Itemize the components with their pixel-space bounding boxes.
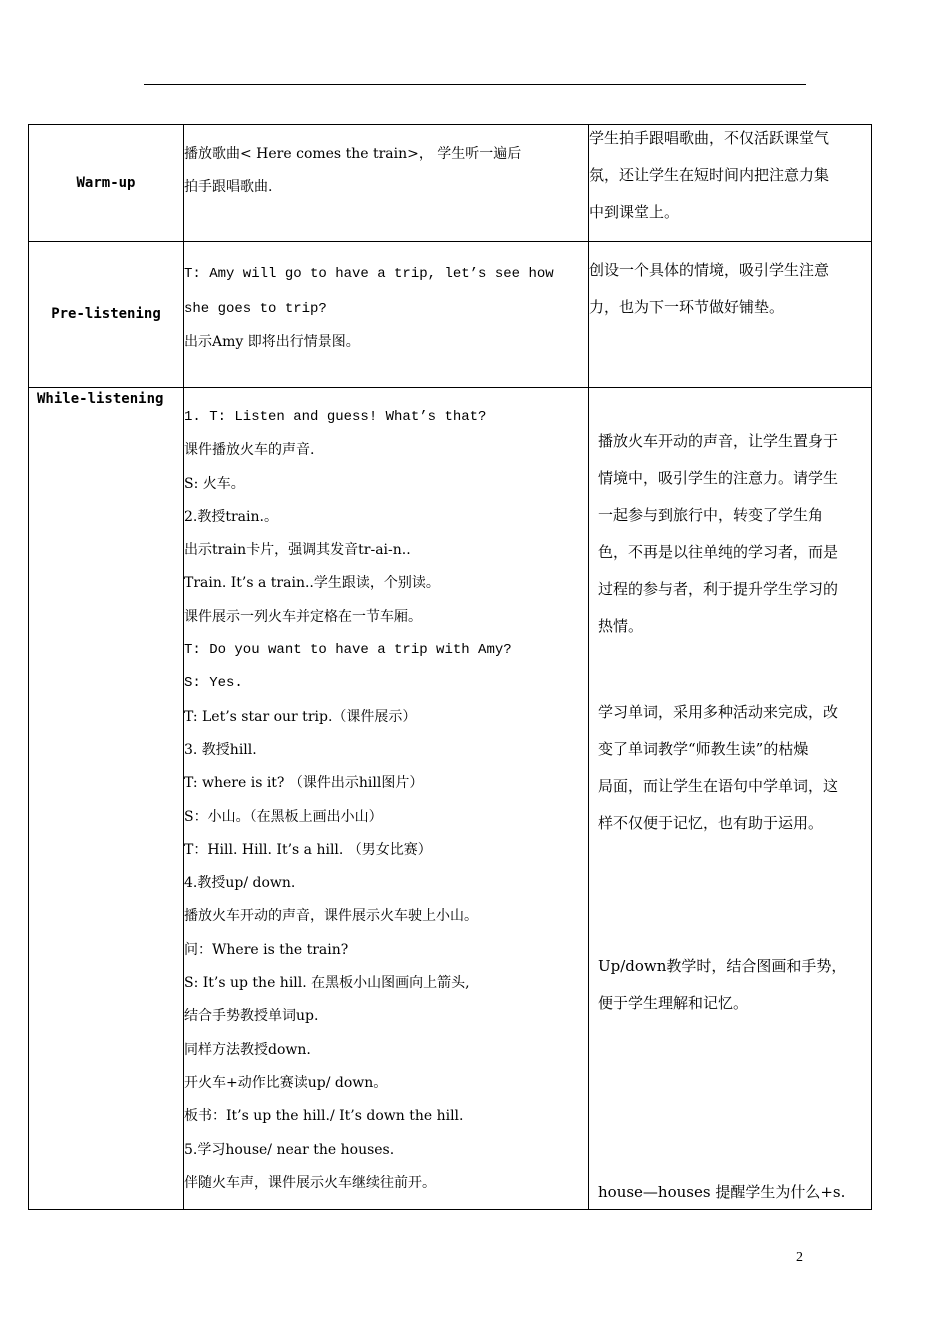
page-number: 2 [796,1250,803,1265]
activity-line: T: Let’s star our trip.（课件展示） [184,708,417,725]
activity-cell [184,125,589,242]
purpose-line: 过程的参与者，利于提升学生学习的 [598,580,839,598]
table-row-whilelistening [29,388,872,1210]
purpose-cell [589,125,872,242]
purpose-cell [589,388,872,1210]
activity-line: 伴随火车声，课件展示火车继续往前开。 [184,1174,436,1191]
purpose-line: 播放火车开动的声音，让学生置身于 [598,432,839,450]
purpose-line: 氛，还让学生在短时间内把注意力集 [589,166,830,184]
purpose-block [598,948,846,1022]
purpose-line: 样不仅便于记忆，也有助于运用。 [598,814,824,832]
activity-line: T: Do you want to have a trip with Amy? [184,642,512,659]
purpose-line: 学习单词，采用多种活动来完成，改 [598,703,839,721]
activity-line: 3. 教授hill. [184,741,257,758]
purpose-line: 中到课堂上。 [589,203,680,221]
activity-line: 问：Where is the train? [184,941,349,958]
activity-line: 5.学习house/ near the houses. [184,1141,395,1158]
purpose-line: 热情。 [598,617,644,635]
purpose-line: 力，也为下一环节做好铺垫。 [589,298,785,316]
stage-cell [29,125,184,242]
activity-line: 4.教授up/ down. [184,875,296,892]
table-row-warmup [29,125,872,242]
stage-cell [29,242,184,388]
activity-line: T: where is it? （课件出示hill图片） [184,775,424,792]
stage-label: Pre-listening [51,306,161,322]
header-rule [144,84,806,85]
activity-line: 课件播放火车的声音. [184,442,315,459]
stage-label: While-listening [37,391,164,407]
activity-line: T：Hill. Hill. It’s a hill. （男女比赛） [184,841,432,858]
purpose-line: 便于学生理解和记忆。 [598,994,749,1012]
purpose-line: 色，不再是以往单纯的学习者，而是 [598,543,839,561]
purpose-block [598,694,838,842]
activity-line: 结合手势教授单词up. [184,1008,319,1025]
purpose-line: 情境中，吸引学生的注意力。请学生 [598,469,839,487]
table-row-prelistening [29,242,872,388]
purpose-line: 局面，而让学生在语句中学单词，这 [598,777,839,795]
purpose-line: 一起参与到旅行中，转变了学生角 [598,506,824,524]
activity-line: 同样方法教授down. [184,1041,311,1058]
purpose-line: house—houses 提醒学生为什么+s. [598,1183,846,1201]
purpose-line: 学生拍手跟唱歌曲，不仅活跃课堂气 [589,129,830,147]
activity-line: Train. It’s a train..学生跟读，个别读。 [184,575,440,592]
purpose-line: 创设一个具体的情境，吸引学生注意 [589,261,830,279]
stage-label: Warm-up [76,175,136,191]
activity-cell [184,388,589,1210]
purpose-block [598,423,838,645]
purpose-line: 变了单词教学“师教生读”的枯燥 [598,740,809,758]
activity-line: S: Yes. [184,675,243,692]
activity-line: 播放歌曲< Here comes the train>， 学生听一遍后 [184,146,522,162]
activity-line: 出示Amy 即将出行情景图。 [184,334,360,350]
purpose-line: Up/down教学时，结合图画和手势， [598,957,847,975]
lesson-plan-table [28,124,872,1210]
activity-line: S：小山。（在黑板上画出小山） [184,808,383,825]
activity-line: 板书：It’s up the hill./ It’s down the hill. [184,1108,464,1125]
activity-line: S: It’s up the hill. 在黑板小山图画向上箭头, [184,975,470,992]
activity-line: 开火车+动作比赛读up/ down。 [184,1074,388,1091]
activity-line: 出示train卡片，强调其发音tr-ai-n.. [184,542,411,559]
stage-cell [29,388,184,1210]
activity-line: 播放火车开动的声音，课件展示火车驶上小山。 [184,908,478,925]
activity-line: 拍手跟唱歌曲. [184,179,273,196]
activity-line: S: 火车。 [184,475,245,492]
activity-line: 2.教授train.。 [184,508,278,525]
activity-line: 1. T: Listen and guess! What’s that? [184,409,487,425]
activity-line: she goes to trip? [184,301,327,317]
activity-cell [184,242,589,388]
activity-line: T: Amy will go to have a trip, let’s see how [184,266,554,282]
purpose-cell [589,242,872,388]
activity-line: 课件展示一列火车并定格在一节车厢。 [184,608,422,625]
